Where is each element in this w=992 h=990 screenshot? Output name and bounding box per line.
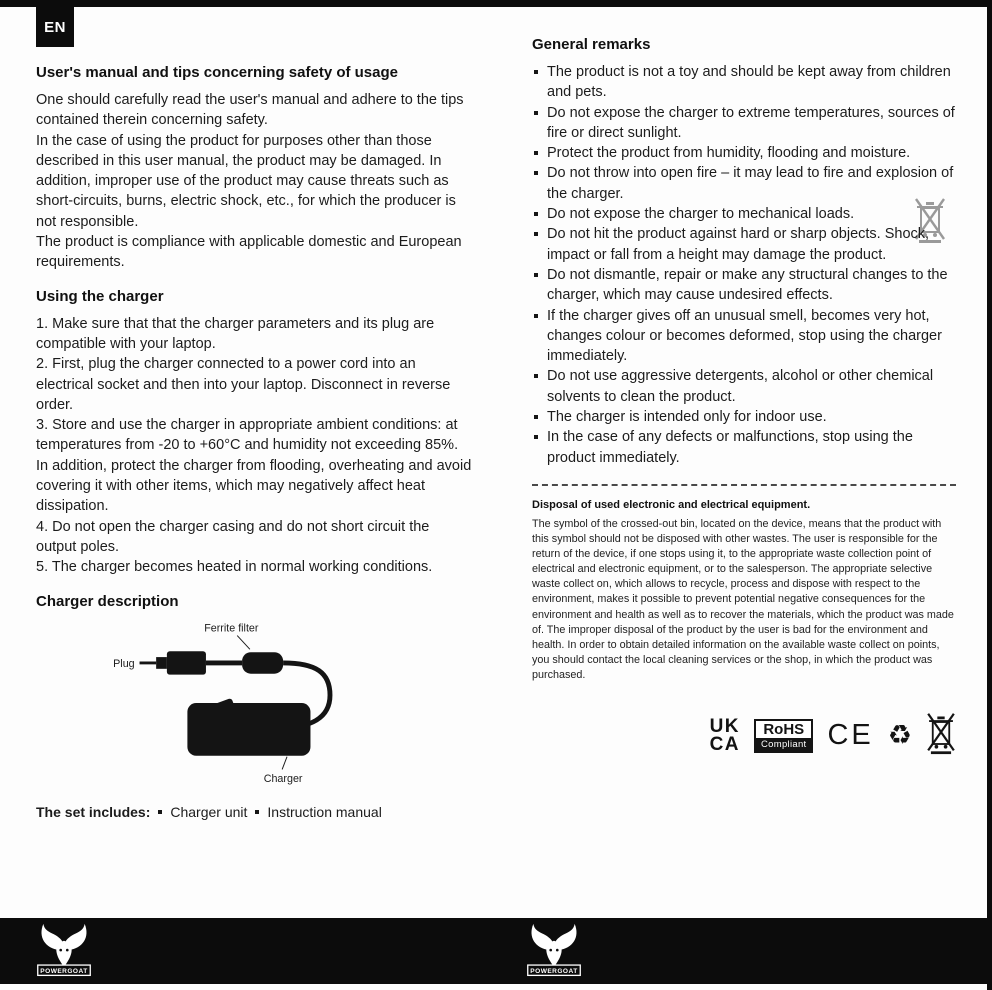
manual-heading: User's manual and tips concerning safety of usage	[36, 64, 398, 81]
top-edge-bar	[0, 0, 992, 7]
ferrite-filter-label: Ferrite filter	[204, 622, 259, 635]
footer-bar	[0, 918, 992, 984]
compliance-marks	[532, 711, 956, 760]
bullet-icon	[534, 314, 538, 318]
remark-item	[532, 306, 956, 367]
remark-item	[532, 103, 956, 144]
bullet-icon	[534, 212, 538, 216]
set-item: Charger unit	[170, 803, 248, 820]
charger-diagram	[36, 619, 472, 792]
remark-text: The product is not a toy and should be kept away from children and pets.	[547, 64, 951, 101]
intro-paragraph: The product is compliance with applicable domestic and European requirements.	[36, 234, 462, 271]
remark-item	[532, 265, 956, 306]
bullet-icon	[255, 810, 259, 814]
remark-item	[532, 407, 956, 427]
dashed-divider	[532, 484, 956, 486]
remark-text: Do not dismantle, repair or make any structural changes to the charger, which may cause undesired effects.	[547, 266, 948, 304]
general-remarks-heading: General remarks	[532, 36, 651, 53]
intro-paragraph: In the case of using the product for purposes other than those described in this user manual, the product may be damaged. In addition, improper use of the product may cause threats such as short-circuits, burns, electric shock, etc., for which the producer is not responsible.	[36, 132, 456, 230]
remark-item	[532, 163, 956, 204]
remark-text: Protect the product from humidity, flooding and moisture.	[547, 145, 911, 162]
remark-text: Do not hit the product against hard or sharp objects. Shock, impact or fall from a height may damage the product.	[547, 226, 930, 263]
charger-label: Charger	[263, 772, 303, 785]
step-item: 5. The charger becomes heated in normal working conditions.	[36, 559, 433, 576]
lang-badge: EN	[36, 7, 74, 47]
ukca-line2: CA	[709, 733, 741, 755]
right-edge-bar	[987, 0, 992, 990]
rohs-compliant-label: Compliant	[756, 738, 811, 751]
ukca-mark	[709, 715, 741, 755]
set-includes-label: The set includes:	[36, 803, 151, 820]
powergoat-logo	[524, 923, 584, 984]
rohs-mark	[754, 719, 813, 753]
remark-text: Do not expose the charger to extreme temperatures, sources of fire or direct sunlight.	[547, 104, 955, 141]
bullet-icon	[534, 151, 538, 155]
brand-ribbon-text: POWERGOAT	[530, 968, 578, 976]
remark-text: Do not throw into open fire – it may lead to fire and explosion of the charger.	[547, 165, 954, 202]
remark-item	[532, 204, 956, 224]
remark-text: The charger is intended only for indoor use.	[547, 409, 827, 426]
remark-text: Do not expose the charger to mechanical loads.	[547, 206, 855, 223]
weee-bin-icon	[926, 711, 956, 760]
remark-item	[532, 224, 956, 265]
recycle-icon: ♻	[887, 720, 912, 751]
step-item: 3. Store and use the charger in appropriate ambient conditions: at temperatures from -20 to +60°C and humidity not exceeding 85%. In addition, protect the charger from flooding, overheating and avoid covering it with other items, which may negatively affect heat dissipation.	[36, 417, 472, 515]
step-item: 2. First, plug the charger connected to a power cord into an electrical socket and then into your laptop. Disconnect in reverse order.	[36, 356, 451, 413]
left-column	[36, 64, 472, 820]
ukca-line1: UK	[709, 715, 741, 737]
remark-item	[532, 143, 956, 163]
remark-text: In the case of any defects or malfunctions, stop using the product immediately.	[547, 429, 913, 466]
disposal-heading: Disposal of used electronic and electrical equipment.	[532, 498, 811, 511]
remark-item	[532, 62, 956, 103]
bullet-icon	[534, 415, 538, 419]
rohs-label: RoHS	[763, 720, 805, 738]
step-item: 4. Do not open the charger casing and do not short circuit the output poles.	[36, 518, 430, 555]
bullet-icon	[534, 70, 538, 74]
bullet-icon	[534, 374, 538, 378]
bullet-icon	[158, 810, 162, 814]
set-includes-line	[36, 804, 472, 820]
intro-paragraph: One should carefully read the user's manual and adhere to the tips contained therein concerning safety.	[36, 92, 464, 129]
set-item: Instruction manual	[267, 803, 382, 820]
bullet-icon	[534, 111, 538, 115]
powergoat-logo	[34, 923, 94, 984]
bullet-icon	[534, 273, 538, 277]
bullet-icon	[534, 435, 538, 439]
bullet-icon	[534, 232, 538, 236]
charger-description-heading: Charger description	[36, 592, 179, 610]
using-charger-heading: Using the charger	[36, 287, 164, 305]
remark-text: Do not use aggressive detergents, alcohol or other chemical solvents to clean the product.	[547, 368, 934, 405]
ce-mark: CE	[827, 719, 874, 752]
remark-text: If the charger gives off an unusual smell, becomes very hot, changes colour or becomes deformed, stop using the charger immediately.	[547, 307, 942, 365]
right-column	[532, 36, 956, 760]
disposal-text: The symbol of the crossed-out bin, located on the device, means that the product with this symbol should not be disposed with other wastes. The user is responsible for the return of the device, if one stops using it, to the appropriate waste collection point of electrical and electronic equipment, or to the salesperson. The appropriate selective waste collect on, which allows to recycle, process and dispose with respect to the environment, makes it possible to prevent potential negative consequences for the environment and health as well as to recover the materials, which the product was made of. The improper disposal of the product by the user is bad for the environment and health. In order to obtain detailed information on the available waste collect on points, you should contact the local cleaning services or the shop, in which the product was purchased.	[532, 517, 954, 682]
remark-item	[532, 366, 956, 407]
brand-ribbon-text: POWERGOAT	[40, 968, 88, 976]
plug-label: Plug	[113, 657, 135, 670]
bullet-icon	[534, 171, 538, 175]
remark-item	[532, 427, 956, 468]
step-item: 1. Make sure that that the charger parameters and its plug are compatible with your laptop.	[36, 315, 435, 352]
